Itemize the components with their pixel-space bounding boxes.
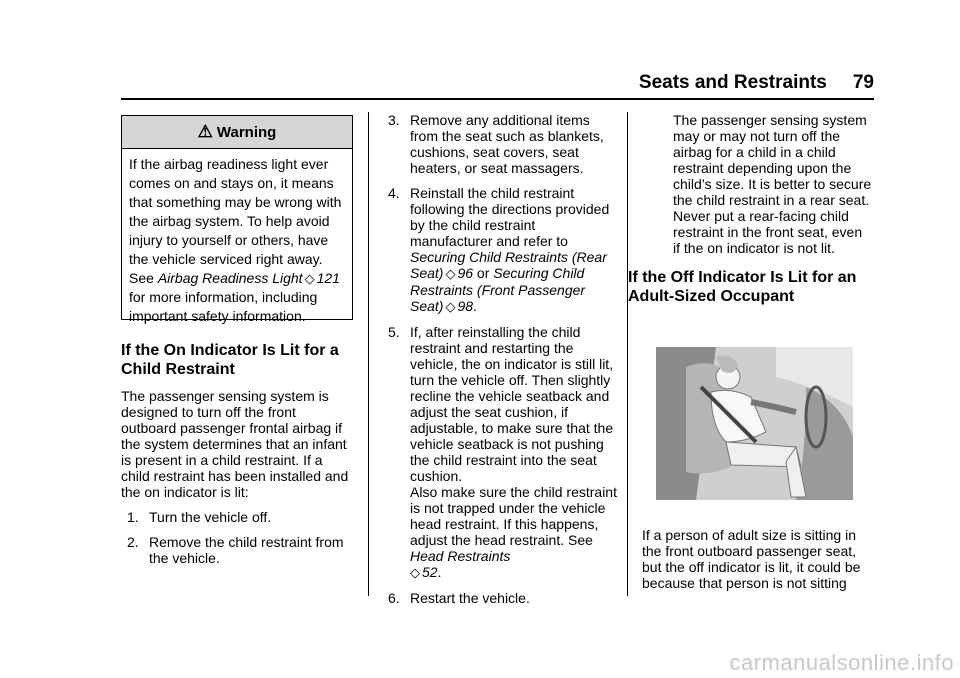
warning-header [122, 116, 352, 149]
list-item: 4. Reinstall the child restraint following the directions provided by the child restraint manufacturer and refer to Securing Child Restraints (Rear Seat) ◇ 96 or Securing Child Restraints (Front Passenger Seat) ◇ 98. [388, 185, 610, 314]
link-securing-front[interactable]: Securing Child Restraints (Front Passenger Seat) [410, 265, 586, 314]
warning-link[interactable]: Airbag Readiness Light [157, 270, 303, 286]
ref-symbol: ◇ [304, 271, 315, 286]
warning-title: Warning [216, 123, 277, 141]
ref-page[interactable]: 96 [457, 265, 474, 281]
list-item: 3. Remove any additional items from the seat such as blankets, cushions, seat covers, seat heaters, or seat massagers. [388, 112, 604, 176]
adult-occupant-illustration [656, 347, 853, 500]
continuation-paragraph: The passenger sensing system may or may not turn off the airbag for a child in a child restraint depending upon the child’s size. It is better to secure the child restraint in a rear seat. Never put a rear-facing child restraint in the front seat, even if the on indicator is not lit. [673, 112, 872, 256]
link-head-restraints[interactable]: Head Restraints [410, 548, 511, 564]
column-3-bottom [642, 527, 872, 591]
list-item: 5. If, after reinstalling the child restraint and restarting the vehicle, the on indicator is still lit, turn the vehicle off. Then slightly recline the vehicle seatback and adjust the seat cushion, if adjustable, to make sure that the vehicle seatback is not pushing the child restraint into the seat cushion. Also make sure the child restraint is not trapped under the vehicle head restraint. If this happens, adjust the head restraint. See Head Restraints ◇ 52. [388, 324, 617, 580]
ref-page[interactable]: 52 [422, 564, 438, 580]
watermark: carmanualsonline.info [729, 650, 954, 675]
column-divider [368, 112, 369, 596]
section-heading-off: If the Off Indicator Is Lit for an Adult-Sized Occupant [628, 269, 857, 305]
ref-symbol: ◇ [445, 299, 456, 314]
adult-occupant-paragraph: If a person of adult size is sitting in the front outboard passenger seat, but the off indicator is lit, it could be because that person is not sitting [642, 527, 861, 591]
link-securing-rear[interactable]: Securing Child Restraints (Rear Seat) [410, 249, 607, 281]
section-intro: The passenger sensing system is designed to turn off the front outboard passenger frontal airbag if the system determines that an infant is present in a child restraint. If a child restraint has been installed and the on indicator is lit: [121, 388, 349, 500]
column-1 [121, 341, 355, 575]
ref-symbol: ◇ [445, 266, 456, 281]
section-heading-on: If the On Indicator Is Lit for a Child Restraint [121, 342, 339, 378]
ref-page[interactable]: 98 [457, 298, 474, 314]
list-item: 2. Remove the child restraint from the vehicle. [127, 534, 344, 566]
header-rule [121, 98, 874, 100]
sub-paragraph: Also make sure the child restraint is not trapped under the vehicle head restraint. If this happens, adjust the head restraint. See Head Restraints ◇ 52. [410, 484, 617, 580]
list-item: 1. Turn the vehicle off. [127, 509, 272, 525]
steps-list-2 [388, 112, 618, 606]
warning-triangle-icon: ⚠ [197, 122, 213, 141]
column-divider [627, 112, 628, 596]
warning-ref-page[interactable]: 121 [316, 270, 340, 286]
steps-list-1 [121, 509, 355, 566]
list-item: 6. Restart the vehicle. [388, 590, 530, 606]
warning-text: If the airbag readiness light ever comes on and stays on, it means that something may be wrong with the airbag system. To help avoid injury to yourself or others, have the vehicle serviced right away. See Airbag Readiness Light ◇ 121 for more information, including important safety information. [129, 156, 342, 324]
ref-symbol: ◇ [410, 565, 420, 580]
section-title: Seats and Restraints [638, 72, 827, 93]
page-number: 79 [852, 72, 874, 93]
column-2 [388, 112, 618, 615]
page-header [0, 72, 874, 94]
column-3 [628, 112, 872, 306]
warning-box [121, 115, 353, 324]
